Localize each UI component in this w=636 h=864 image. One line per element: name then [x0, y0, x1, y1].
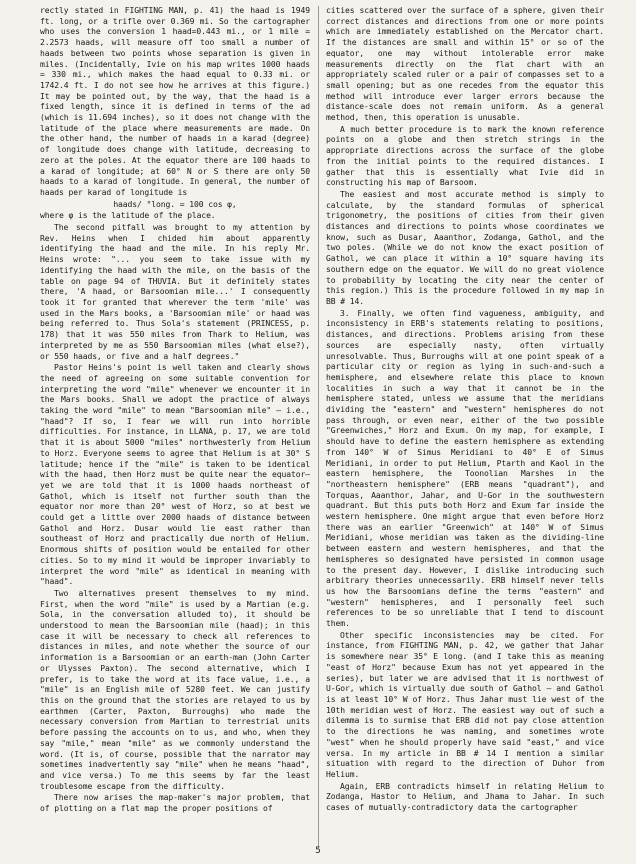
paragraph: Again, ERB contradicts himself in relating Helium to Zodanga, Hastor to Helium, and Jhama to Jahar. In such cases of mutually-contradictory data the cartographer: [326, 781, 604, 813]
paragraph: 3. Finally, we often find vagueness, ambiguity, and inconsistency in ERB's statements relating to positions, distances, and directions. Problems arising from these sources are especially nasty, often virtually unresolvable. Thus, Burroughs will at one point speak of a particular city or region as lying in such-and-such a hemisphere, and elsewhere relate this place to known localities in such a way that it cannot be in the hemisphere stated, unless we assume that the meridians dividing the "eastern" and "western" hemispheres do not pass through, or even near, either of the two possible "Greenwiches," Horz and Exum. On my map, for example, I should have to define the eastern hemisphere as extending from 140° W of Simus Meridiani to 40° E of Simus Meridiani, in order to put Helium, Ptarth and Kaol in the eastern hemisphere, the Toonolian Marshes in the "northeastern hemisphere" (ERB means "quadrant"), and Torquas, Aaanthor, Jahar, and U-Gor in the southwestern quadrant. But this puts both Horz and Exum far inside the western hemisphere. One might argue that even before Horz there was an earlier "Greenwich" at 140° W of Simus Meridiani, whose meridian was taken as the dividing-line between eastern and western hemispheres, and that the hemispheres so designated have persisted in common usage to the present day. However, I dislike introducing such arbitrary theories unnecessarily. ERB himself never tells us how the Barsoomians define the terms "eastern" and "western" hemispheres, and I personally feel such references to be so unreliable that I tend to discount them.: [326, 308, 604, 629]
right-column: [326, 6, 604, 814]
left-column: [40, 6, 310, 815]
paragraph: cities scattered over the surface of a sphere, given their correct distances and directions from one or more points which are immediately established on the Mercator chart. If the distances are small and within 15° or so of the equator, one may without intolerable error make measurements directly on the flat chart with an appropriately scaled ruler or a pair of compasses set to a small opening; but as one recedes from the equator this method will introduce ever larger errors because the distance-scale does not remain uniform. As a general method, then, this operation is unusable.: [326, 6, 604, 123]
paragraph: The second pitfall was brought to my attention by Rev. Heins when I chided him about apparently identifying the haad and the mile. In his reply Mr. Heins wrote: "... you seem to take issue with my identifying the haad with the mile, on the basis of the table on page 94 of THUVIA. But it definitely states there, 'A haad, or Barsoomian mile...' I consequently took it for granted that wherever the term 'mile' was used in the Mars books, a 'Barsoomian mile' or haad was being referred to. Thus Sola's statement (PRINCESS, p. 178) that it was 550 miles from Thark to Helium, was interpreted by me as 550 Barsoomian miles (what else?), or 550 haads, or five and a half degrees.": [40, 223, 310, 361]
paragraph: rectly stated in FIGHTING MAN, p. 41) the haad is 1949 ft. long, or a trifle over 0.369 mi. So the cartographer who uses the conversion 1 haad=0.443 mi., or 1 mile = 2.2573 haads, will measure off too small a number of haads between two points whose separation is given in miles. (Incidentally, Ivie on his map writes 1000 haads = 330 mi., which makes the haad equal to 0.33 mi. or 1742.4 ft. I do not see how he arrives at this figure.) It may be pointed out, by the way, that the haad is a fixed length, since it is defined in terms of the ad (which is 11.694 inches), so it does not change with the latitude of the place where measurements are made. On the other hand, the number of haads in a karad (degree) of longitude does change with latitude, decreasing to zero at the poles. At the equator there are 100 haads to a karad of longitude; at 60° N or S there are only 50 haads to a karad of longitude. In general, the number of haads per karad of longitude is: [40, 6, 310, 197]
column-divider: [318, 6, 319, 848]
paragraph: There now arises the map-maker's major problem, that of plotting on a flat map the proper positions of: [40, 793, 310, 814]
paragraph: Other specific inconsistencies may be cited. For instance, from FIGHTING MAN, p. 42, we gather that Jahar is somewhere near 35° E long. (and I take this as meaning "east of Horz" because Exum has not yet appeared in the series), but later we are advised that it is northwest of U-Gor, which is virtually due south of Gathol — and Gathol is at least 10° W of Horz. Thus Jahar must lie west of the 10th meridian west of Horz. The easiest way out of such a dilemma is to surmise that ERB did not pay close attention to the directions he was naming, and sometimes wrote "west" when he should properly have said "east," and vice versa. In my article in BB # 14 I mention a similar situation with regard to the direction of Duhor from Helium.: [326, 630, 604, 779]
page-number: 5: [315, 846, 321, 856]
paragraph: A much better procedure is to mark the known reference points on a globe and then stretch strings in the appropriate directions across the surface of the globe from the initial points to the required distances. I gather that this is essentially what Ivie did in constructing his map of Barsoom.: [326, 124, 604, 188]
paragraph: The easiest and most accurate method is simply to calculate, by the standard formulas of spherical trigonometry, the positions of cities from their given distances and directions to points whose coordinates we know, such as Dusar, Aaanthor, Zodanga, Gathol, and the two poles. (While we do not know the exact position of Gathol, we can place it within a 10° square having its southern edge on the equator. We will do no great violence to probability by locating the city near the center of this region.) This is the procedure followed in my map in BB # 14.: [326, 189, 604, 306]
paragraph: Two alternatives present themselves to my mind. First, when the word "mile" is used by a Martian (e.g. Sola, in the conversation alluded to), it should be understood to mean the Barsoomian mile (haad); in this case it will be necessary to check all references to distances in miles, and note whether the source of our information is a Barsoomian or an earth-man (John Carter or Ulysses Paxton). The second alternative, which I prefer, is to take the word at its face value, i.e., a "mile" is an English mile of 5280 feet. We can justify this on the ground that the stories are relayed to us by earthmen (Carter, Paxton, Burroughs) who made the necessary conversion from Martian to terrestrial units before passing the accounts on to us, and who, when they say "mile," mean "mile" as we commonly understand the word. (It is, of course, possible that the narrator may sometimes inadvertently say "mile" when he means "haad", and vice versa.) To me this seems by far the least troublesome escape from the difficulty.: [40, 588, 310, 791]
paragraph: where φ is the latitude of the place.: [40, 211, 216, 221]
formula: haads/ °long. = 100 cos φ,: [113, 199, 237, 209]
paragraph: Pastor Heins's point is well taken and clearly shows the need of agreeing on some suitable convention for interpreting the word "mile" whenever we encounter it in the Mars books. Shall we adopt the practice of always taking the word "mile" to mean "Barsoomian mile" — i.e., "haad"? If so, I fear we will run into horrible difficulties. For instance, in LLANA, p. 17, we are told that it is about 5000 "miles" northwesterly from Helium to Horz. Everyone seems to agree that Helium is at 30° S latitude; hence if the "mile" is taken to be identical with the haad, then Horz must be quite near the equator—yet we are told that it is 1000 haads northeast of Gathol, which is itself not further south than the equator nor more than 20° west of Horz, so at best we could get a little over 2000 haads of distance between Gathol and Horz. Dusar would lie east rather than southeast of Horz and practically due north of Helium. Enormous shifts of position would be entailed for other cities. So to my mind it would be improper invariably to interpret the word "mile" as identical in meaning with "haad".: [40, 363, 310, 587]
